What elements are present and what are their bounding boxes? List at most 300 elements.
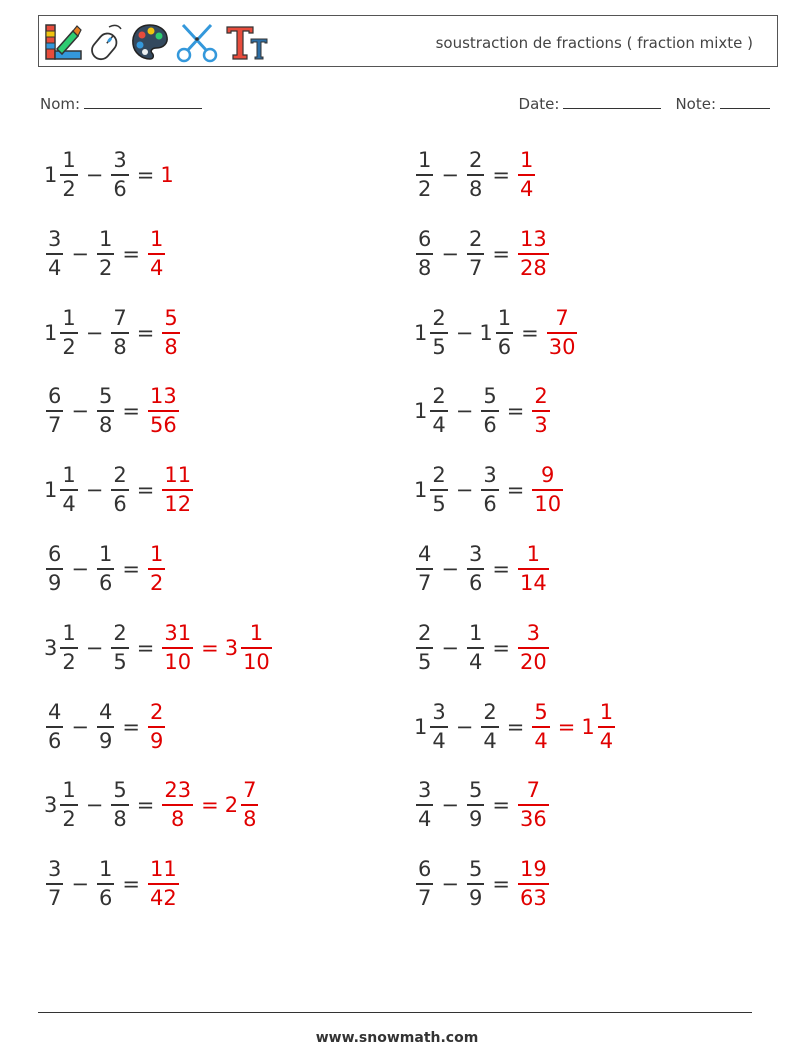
answer-denominator: 3 — [534, 413, 548, 438]
problem-item — [414, 303, 579, 363]
minuend-denominator: 2 — [62, 334, 76, 359]
answer-fraction-bar — [518, 883, 549, 885]
answer-denominator: 8 — [164, 334, 178, 359]
answer — [530, 464, 565, 516]
mouse-icon — [87, 21, 125, 63]
answer — [545, 307, 580, 359]
problem-item — [414, 224, 551, 284]
minuend-number — [44, 149, 80, 201]
answer-number — [516, 779, 551, 831]
answer-denominator: 63 — [519, 886, 547, 911]
subtrahend-number — [479, 307, 515, 359]
answer-fraction-bar — [162, 332, 179, 334]
answer — [146, 701, 167, 753]
answer — [160, 163, 174, 187]
minus-sign: − — [85, 320, 104, 345]
subtrahend-fraction — [111, 149, 128, 201]
minuend-denominator: 4 — [48, 255, 62, 280]
subtrahend-fraction-bar — [97, 568, 114, 570]
answer-fraction-bar — [148, 883, 179, 885]
answer-mixed-numerator: 1 — [599, 699, 614, 724]
minuend-denominator: 4 — [418, 807, 432, 832]
answer-numerator: 1 — [519, 148, 534, 172]
problem-item — [414, 775, 551, 835]
minuend-denominator: 4 — [62, 492, 76, 517]
answer-mixed-fraction — [598, 701, 615, 753]
subtrahend-whole: 1 — [479, 320, 493, 345]
equals-sign: = — [521, 320, 539, 345]
subtrahend-numerator: 3 — [113, 148, 127, 172]
answer — [160, 464, 195, 516]
answer-fraction — [532, 464, 563, 516]
subtrahend-number — [465, 149, 486, 201]
subtrahend-denominator: 6 — [98, 571, 113, 595]
minus-sign: − — [85, 793, 104, 818]
problem-item — [414, 145, 537, 205]
answer-numerator: 11 — [149, 857, 177, 882]
subtrahend-denominator: 6 — [497, 334, 512, 359]
problem-item — [44, 854, 181, 914]
palette-icon — [129, 21, 171, 63]
answer — [530, 701, 617, 753]
answer — [516, 779, 551, 831]
answer-mixed-denominator: 8 — [243, 807, 257, 832]
minus-sign: − — [71, 399, 89, 424]
subtrahend-fraction — [111, 779, 128, 831]
minuend-fraction — [46, 385, 63, 437]
answer — [530, 385, 551, 437]
subtrahend-number — [95, 858, 116, 910]
problem-item — [44, 145, 175, 205]
answer-numerator: 7 — [526, 778, 541, 803]
minuend-number — [414, 779, 435, 831]
equals-sign: = — [136, 635, 155, 660]
minuend-denominator: 7 — [48, 886, 62, 911]
minuend-numerator: 1 — [62, 620, 76, 645]
minuend-fraction — [416, 149, 433, 201]
subtrahend-denominator: 5 — [113, 649, 127, 674]
subtrahend-fraction-bar — [111, 804, 128, 806]
answer-number — [530, 385, 551, 437]
subtrahend-numerator: 2 — [483, 699, 497, 724]
minuend-denominator: 2 — [418, 177, 432, 201]
minuend-fraction — [60, 622, 77, 674]
answer-fraction — [518, 228, 549, 280]
answer-mixed-number — [581, 701, 617, 753]
subtrahend-fraction-bar — [111, 332, 128, 334]
subtrahend-fraction — [467, 228, 484, 280]
subtrahend-fraction — [481, 464, 498, 516]
subtrahend-numerator: 2 — [468, 226, 483, 251]
problem-item — [414, 697, 617, 757]
subtrahend-number — [465, 622, 486, 674]
equals-sign: = — [506, 399, 525, 424]
problem-item — [44, 381, 181, 441]
subtrahend-fraction-bar — [111, 647, 128, 649]
minuend-fraction — [416, 858, 433, 910]
subtrahend-fraction-bar — [481, 726, 498, 728]
answer-denominator: 4 — [534, 728, 548, 753]
footer-url: www.snowmath.com — [315, 1030, 479, 1046]
minuend-number — [414, 385, 450, 437]
subtrahend-denominator: 6 — [113, 177, 127, 201]
minuend-fraction — [430, 464, 447, 516]
subtrahend-fraction — [111, 622, 128, 674]
subtrahend-fraction-bar — [467, 174, 484, 176]
minuend-fraction — [46, 543, 63, 595]
problem-item — [414, 854, 551, 914]
answer-fraction-bar — [148, 410, 179, 412]
answer-fraction — [518, 149, 535, 201]
minuend-fraction — [60, 464, 77, 516]
answer — [516, 858, 551, 910]
answer-numerator: 5 — [534, 699, 548, 724]
subtrahend-denominator: 2 — [98, 255, 113, 280]
minus-sign: − — [71, 872, 89, 897]
minuend-whole: 3 — [44, 635, 58, 660]
answer-mixed-fraction-bar — [598, 726, 615, 728]
minuend-fraction-bar — [430, 410, 447, 412]
answer — [516, 622, 551, 674]
answer-denominator: 36 — [519, 807, 547, 832]
equals-sign: = — [492, 635, 510, 660]
equals-sign: = — [492, 557, 510, 581]
subtrahend-fraction-bar — [467, 883, 484, 885]
answer-fraction — [148, 543, 165, 595]
worksheet-title: soustraction de fractions ( fraction mixte ) — [435, 34, 753, 52]
problem-item — [44, 460, 195, 520]
minus-sign: − — [441, 872, 459, 897]
minuend-fraction-bar — [60, 647, 77, 649]
minuend-numerator: 6 — [48, 384, 62, 409]
answer-fraction — [518, 543, 549, 595]
minuend-fraction-bar — [416, 253, 433, 255]
subtrahend-fraction-bar — [481, 489, 498, 491]
equals-sign: = — [136, 793, 155, 818]
answer-numerator: 19 — [519, 857, 547, 882]
minuend-fraction — [60, 779, 77, 831]
answer-numerator: 23 — [164, 778, 192, 803]
answer-numerator: 13 — [519, 226, 547, 251]
answer-fraction — [162, 307, 179, 359]
minuend-denominator: 5 — [432, 492, 446, 517]
subtrahend-number — [109, 307, 130, 359]
subtrahend-number — [465, 228, 486, 280]
subtrahend-fraction-bar — [111, 174, 128, 176]
subtrahend-numerator: 1 — [98, 857, 113, 882]
answer-denominator: 9 — [149, 728, 164, 753]
minuend-number — [414, 622, 435, 674]
answer-fraction — [148, 385, 179, 437]
answer-number — [160, 163, 174, 187]
subtrahend-fraction — [111, 307, 128, 359]
date-label: Date: — [518, 95, 560, 113]
minuend-fraction — [430, 701, 447, 753]
answer-denominator: 30 — [548, 334, 576, 359]
minuend-denominator: 4 — [432, 728, 446, 753]
answer-numerator: 3 — [526, 620, 541, 645]
subtrahend-fraction — [467, 858, 484, 910]
answer-denominator: 4 — [149, 255, 164, 280]
minuend-numerator: 1 — [62, 778, 76, 803]
answer-denominator: 28 — [519, 255, 547, 280]
answer-fraction — [162, 779, 193, 831]
equals-sign: = — [136, 320, 155, 345]
minuend-denominator: 7 — [418, 571, 432, 595]
answer-equals-sign: = — [557, 714, 576, 739]
subtrahend-fraction-bar — [111, 489, 128, 491]
minuend-fraction — [60, 307, 77, 359]
footer-divider — [38, 1012, 752, 1013]
subtrahend-fraction — [467, 779, 484, 831]
subtrahend-fraction-bar — [496, 332, 513, 334]
minus-sign: − — [455, 399, 474, 424]
answer-mixed-fraction-bar — [241, 647, 272, 649]
minuend-numerator: 1 — [62, 305, 76, 330]
subtrahend-numerator: 3 — [468, 542, 483, 566]
answer-denominator: 20 — [519, 649, 547, 674]
answer-mixed-whole: 1 — [581, 714, 595, 739]
minuend-numerator: 6 — [418, 857, 432, 882]
answer-fraction-bar — [162, 489, 193, 491]
minuend-fraction-bar — [416, 174, 433, 176]
answer-number — [530, 464, 565, 516]
subtrahend-denominator: 8 — [98, 413, 113, 438]
answer-fraction — [148, 701, 165, 753]
minuend-numerator: 2 — [418, 620, 432, 645]
answer-whole: 1 — [160, 163, 174, 187]
subtrahend-numerator: 5 — [468, 857, 483, 882]
answer-numerator: 1 — [149, 542, 164, 566]
minuend-denominator: 2 — [62, 177, 76, 201]
answer-number — [160, 307, 181, 359]
answer — [516, 228, 551, 280]
answer-fraction-bar — [518, 647, 549, 649]
answer — [146, 543, 167, 595]
minus-sign: − — [455, 478, 474, 503]
answer — [146, 858, 181, 910]
subtrahend-number — [109, 149, 130, 201]
minuend-whole: 1 — [44, 478, 58, 503]
equals-sign: = — [506, 478, 525, 503]
answer-numerator: 7 — [555, 305, 569, 330]
minuend-fraction-bar — [60, 489, 77, 491]
subtrahend-numerator: 3 — [483, 463, 497, 488]
subtrahend-fraction-bar — [467, 253, 484, 255]
answer-fraction-bar — [547, 332, 578, 334]
minuend-numerator: 6 — [48, 542, 62, 566]
header-icons — [43, 20, 269, 64]
score-blank[interactable] — [720, 95, 770, 109]
answer-fraction-bar — [518, 174, 535, 176]
answer — [516, 149, 537, 201]
problem-item — [44, 303, 182, 363]
minuend-number — [44, 543, 65, 595]
subtrahend-denominator: 6 — [483, 413, 497, 438]
minuend-fraction-bar — [46, 568, 63, 570]
subtrahend-numerator: 5 — [483, 384, 497, 409]
subtrahend-number — [109, 779, 130, 831]
minuend-numerator: 3 — [418, 778, 432, 803]
minus-sign: − — [441, 635, 459, 660]
name-label: Nom: — [40, 95, 81, 113]
minuend-denominator: 7 — [418, 886, 432, 911]
minuend-fraction — [60, 149, 77, 201]
minus-sign: − — [455, 320, 474, 345]
answer-number — [146, 543, 167, 595]
answer-denominator: 14 — [519, 571, 547, 595]
answer-fraction-bar — [532, 489, 563, 491]
minus-sign: − — [441, 163, 459, 187]
answer-mixed-whole: 2 — [224, 793, 239, 818]
subtrahend-fraction — [481, 701, 498, 753]
minuend-fraction-bar — [430, 489, 447, 491]
minuend-fraction — [416, 779, 433, 831]
equals-sign: = — [492, 793, 510, 818]
problem-item — [414, 460, 565, 520]
answer-number — [146, 858, 181, 910]
equals-sign: = — [136, 478, 155, 503]
problem-item — [44, 618, 274, 678]
subtrahend-numerator: 1 — [98, 542, 113, 566]
subtrahend-denominator: 8 — [113, 334, 127, 359]
answer-number — [146, 701, 167, 753]
problem-item — [44, 539, 167, 599]
answer-number — [146, 228, 167, 280]
answer-fraction — [518, 858, 549, 910]
minuend-number — [44, 858, 65, 910]
minus-sign: − — [85, 163, 104, 187]
answer-numerator: 31 — [164, 620, 192, 645]
answer-denominator: 10 — [164, 649, 192, 674]
minus-sign: − — [441, 241, 459, 266]
subtrahend-numerator: 7 — [113, 305, 127, 330]
minuend-fraction-bar — [46, 410, 63, 412]
minuend-denominator: 6 — [48, 728, 62, 753]
subtrahend-denominator: 6 — [113, 492, 127, 517]
answer-equals-sign: = — [201, 635, 219, 660]
date-score-fields — [519, 95, 770, 113]
answer-fraction — [148, 228, 165, 280]
answer-mixed-whole: 3 — [224, 635, 239, 660]
minuend-fraction — [430, 385, 447, 437]
subtrahend-fraction-bar — [97, 410, 114, 412]
text-icon — [223, 21, 269, 63]
minuend-number — [44, 228, 65, 280]
minuend-whole: 1 — [414, 714, 428, 739]
subtrahend-numerator: 5 — [113, 778, 127, 803]
answer-fraction — [162, 622, 193, 674]
minuend-fraction — [46, 858, 63, 910]
minus-sign: − — [85, 478, 104, 503]
answer — [516, 543, 551, 595]
subtrahend-number — [95, 385, 116, 437]
answer-fraction — [162, 464, 193, 516]
date-blank[interactable] — [563, 95, 661, 109]
problem-item — [414, 539, 551, 599]
minuend-fraction — [416, 228, 433, 280]
minuend-fraction-bar — [60, 174, 77, 176]
minuend-number — [44, 622, 80, 674]
minuend-fraction-bar — [60, 804, 77, 806]
minuend-fraction-bar — [430, 726, 447, 728]
equals-sign: = — [122, 714, 140, 739]
name-blank[interactable] — [84, 95, 202, 109]
subtrahend-number — [95, 701, 116, 753]
subtrahend-denominator: 4 — [468, 649, 483, 674]
problem-item — [44, 775, 260, 835]
subtrahend-fraction — [97, 228, 114, 280]
subtrahend-denominator: 6 — [468, 571, 483, 595]
subtrahend-numerator: 1 — [98, 226, 113, 251]
answer — [146, 228, 167, 280]
score-label: Note: — [675, 95, 716, 113]
minuend-fraction — [46, 701, 63, 753]
subtrahend-denominator: 7 — [468, 255, 483, 280]
minuend-number — [414, 701, 450, 753]
answer-mixed-denominator: 10 — [243, 649, 270, 674]
answer-denominator: 4 — [519, 177, 534, 201]
problem-item — [44, 224, 167, 284]
answer-number — [516, 228, 551, 280]
scissors-icon — [175, 21, 219, 63]
answer-numerator: 1 — [526, 542, 541, 566]
equals-sign: = — [506, 714, 525, 739]
answer — [160, 779, 260, 831]
subtrahend-fraction-bar — [467, 804, 484, 806]
minuend-whole: 1 — [44, 320, 58, 345]
answer-number — [516, 858, 551, 910]
subtrahend-number — [479, 701, 500, 753]
minuend-number — [414, 464, 450, 516]
answer-number — [160, 622, 195, 674]
subtrahend-number — [95, 543, 116, 595]
subtrahend-fraction — [97, 701, 114, 753]
minus-sign: − — [71, 557, 89, 581]
minuend-number — [44, 701, 65, 753]
answer-fraction — [532, 385, 549, 437]
subtrahend-numerator: 1 — [468, 620, 483, 645]
answer-number — [516, 149, 537, 201]
subtrahend-number — [465, 779, 486, 831]
minuend-fraction-bar — [46, 883, 63, 885]
answer-numerator: 13 — [149, 384, 177, 409]
answer-numerator: 1 — [149, 226, 164, 251]
minuend-fraction-bar — [416, 804, 433, 806]
minuend-numerator: 3 — [48, 857, 62, 882]
minuend-numerator: 1 — [62, 148, 76, 172]
subtrahend-number — [465, 543, 486, 595]
minuend-fraction-bar — [430, 332, 447, 334]
minuend-numerator: 3 — [432, 699, 446, 724]
minuend-denominator: 7 — [48, 413, 62, 438]
minuend-whole: 1 — [414, 399, 428, 424]
answer-mixed-fraction — [241, 622, 272, 674]
equals-sign: = — [122, 399, 140, 424]
subtrahend-denominator: 6 — [483, 492, 497, 517]
minuend-denominator: 8 — [418, 255, 432, 280]
subtrahend-number — [109, 464, 130, 516]
worksheet-header — [38, 15, 778, 67]
equals-sign: = — [492, 241, 510, 266]
answer-number — [146, 385, 181, 437]
problem-item — [414, 381, 552, 441]
ruler-pencil-icon — [43, 21, 83, 63]
minuend-number — [44, 385, 65, 437]
subtrahend-fraction — [467, 149, 484, 201]
minuend-denominator: 5 — [432, 334, 446, 359]
minuend-whole: 3 — [44, 793, 58, 818]
